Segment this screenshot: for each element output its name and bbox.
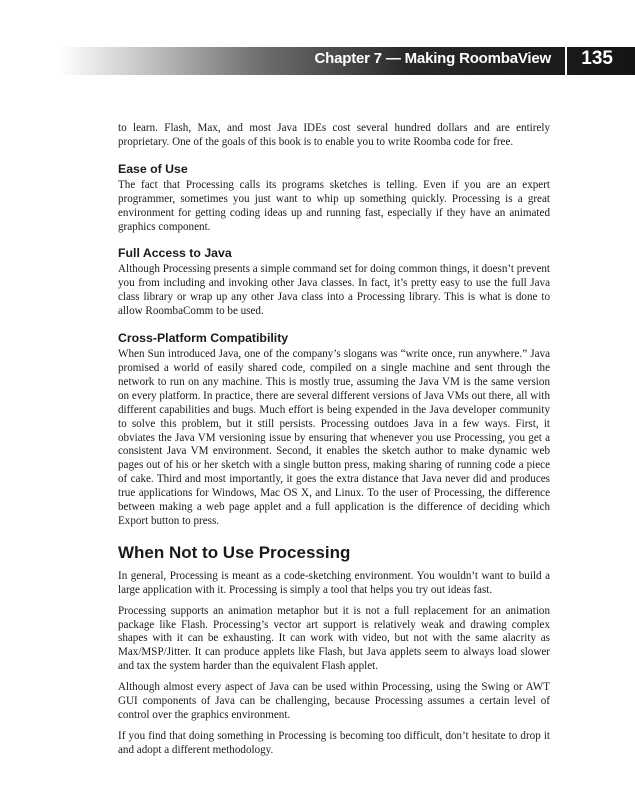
paragraph: Although almost every aspect of Java can be used within Processing, using the Swing or AWT GUI components of Java can be challenging, because Processing assumes a certain level of control over the graphics environment. — [118, 681, 550, 721]
heading-full-access-to-java: Full Access to Java — [118, 246, 232, 261]
paragraph: Although Processing presents a simple command set for doing common things, it doesn’t prevent you from including and invoking other Java classes. In fact, it’s pretty easy to use the full Java class library or wrap up any other Java class into a Processing library. This is what is done to allow RoombaComm to be used. — [118, 263, 550, 318]
heading-cross-platform-compatibility: Cross-Platform Compatibility — [118, 331, 289, 346]
paragraph: Processing supports an animation metaphor but it is not a full replacement for an animation package like Flash. Processing’s vector art support is relatively weak and drawing complex shapes with it can be exhausting. It can work with video, but not with the same alacrity as Max/MSP/Jitter. It can produce applets like Flash, but Java applets seem to always load slower and tax the system harder than the equivalent Flash applet. — [118, 604, 550, 673]
heading-when-not-to-use-processing: When Not to Use Processing — [118, 542, 351, 562]
heading-ease-of-use: Ease of Use — [118, 161, 188, 176]
page-body — [118, 122, 550, 765]
paragraph: In general, Processing is meant as a code-sketching environment. You wouldn’t want to build a large application with it. Processing is simply a tool that helps you try out ideas fast. — [118, 569, 550, 596]
header-divider — [565, 47, 567, 75]
paragraph: The fact that Processing calls its programs sketches is telling. Even if you are an expert programmer, sometimes you just want to whip up something quickly. Processing is a great environment for getting coding ideas up and running fast, especially if they have an animated graphics component. — [118, 178, 550, 233]
page-number: 135 — [581, 48, 613, 69]
paragraph: When Sun introduced Java, one of the company’s slogans was “write once, run anywhere.” Java promised a world of easily shared code, compiled on a single machine and sent through the network to run on any machine. This is mostly true, assuming the Java VM is the same version on every platform. In practice, there are several different versions of Java VMs out there, all with different capabilities and bugs. Much effort is being expended in the Java developer community to solve this problem, but it still persists. Processing outdoes Java in a few ways. First, it obviates the Java VM versioning issue by ensuring that whenever you use Processing, you get a consistent Java VM environment. Second, it enables the sketch author to make dynamic web pages out of his or her sketch with a single button press, making sharing of running code a piece of cake. Third and most importantly, it goes the extra distance that Java never did and produces true applications for Windows, Mac OS X, and Linux. To the user of Processing, the difference between making a web page applet and a full application is the difference of deciding which Export button to press. — [118, 348, 550, 527]
intro-paragraph: to learn. Flash, Max, and most Java IDEs cost several hundred dollars and are entirely proprietary. One of the goals of this book is to enable you to write Roomba code for free. — [118, 122, 550, 148]
chapter-title: Chapter 7 — Making RoombaView — [314, 50, 551, 67]
paragraph: If you find that doing something in Processing is becoming too difficult, don’t hesitate to drop it and adopt a different methodology. — [118, 729, 550, 756]
running-header — [60, 47, 635, 75]
